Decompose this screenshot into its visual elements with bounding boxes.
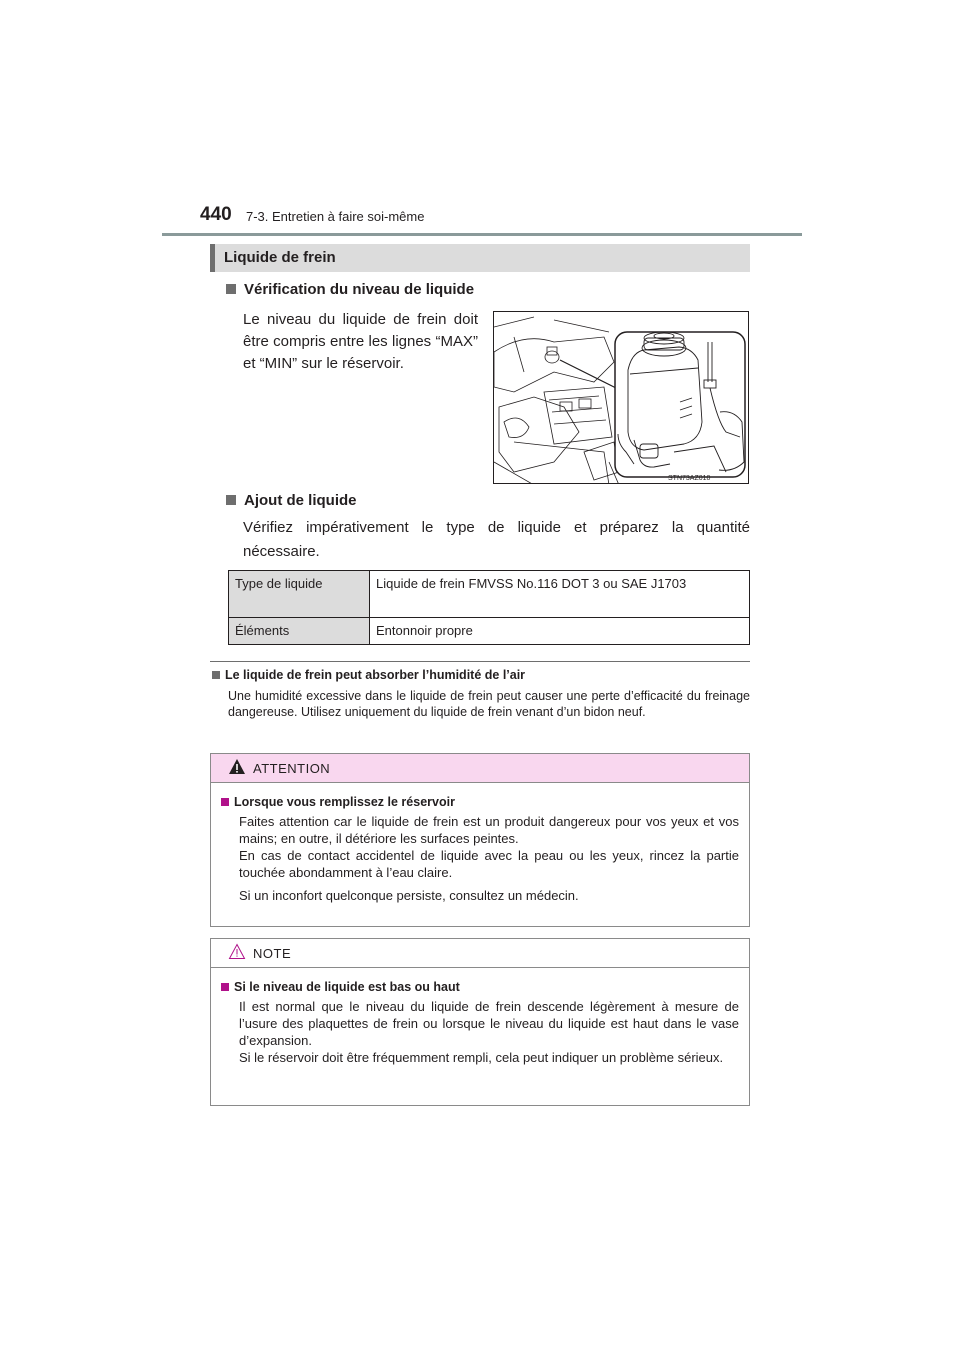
- table-key-cell: Éléments: [229, 618, 370, 645]
- table-row: [229, 571, 750, 618]
- table-row: [229, 618, 750, 645]
- section-title: Liquide de frein: [224, 249, 336, 266]
- page-number: 440: [200, 204, 232, 225]
- caution-triangle-icon: [228, 943, 246, 960]
- note-paragraph: Il est normal que le niveau du liquide de frein descende légèrement à mesure de l’usure des plaquettes de frein ou lorsque le niveau du liquide est haut dans le vase d’expansion.: [239, 999, 739, 1048]
- brake-fluid-reservoir-illustration: [494, 312, 749, 484]
- attention-label: ATTENTION: [253, 761, 331, 776]
- note-header: [211, 939, 749, 968]
- add-fluid-heading: [226, 492, 357, 509]
- header-rule: [162, 233, 802, 236]
- check-level-title: Vérification du niveau de liquide: [244, 281, 475, 298]
- section-accent: [210, 244, 215, 272]
- attention-title: Lorsque vous remplissez le réservoir: [234, 795, 455, 809]
- note-title: Si le niveau de liquide est bas ou haut: [234, 980, 460, 994]
- add-fluid-text: Vérifiez impérativement le type de liquide et préparez la quantité nécessaire.: [243, 519, 750, 560]
- info-text: Une humidité excessive dans le liquide de frein peut causer une perte d’efficacité du freinage dangereuse. Utilisez uniquement du liquide de frein venant d’un bidon neuf.: [228, 689, 750, 719]
- info-heading: [212, 668, 525, 682]
- check-level-heading: [226, 281, 474, 298]
- square-bullet-icon: [226, 495, 236, 505]
- note-paragraph: Si le réservoir doit être fréquemment rempli, cela peut indiquer un problème sérieux.: [239, 1050, 724, 1065]
- figure-code: STN73AZ010: [668, 475, 711, 482]
- note-heading: [221, 980, 739, 994]
- warning-triangle-icon: [228, 758, 246, 775]
- add-fluid-title: Ajout de liquide: [244, 492, 357, 509]
- info-divider: [210, 661, 750, 662]
- square-bullet-icon: [212, 671, 220, 679]
- note-box: [210, 938, 750, 1106]
- check-level-text: Le niveau du liquide de frein doit être compris entre les lignes “MAX” et “MIN” sur le réservoir.: [243, 311, 478, 372]
- attention-header: [211, 754, 749, 783]
- table-key-cell: Type de liquide: [229, 571, 370, 618]
- section-header: [210, 244, 750, 272]
- fluid-spec-table: [228, 570, 750, 645]
- square-bullet-icon: [221, 983, 229, 991]
- brake-fluid-figure: [493, 311, 749, 484]
- table-value-cell: Entonnoir propre: [370, 618, 750, 645]
- square-bullet-icon: [221, 798, 229, 806]
- attention-heading: [221, 795, 739, 809]
- attention-paragraph: Faites attention car le liquide de frein est un produit dangereux pour vos yeux et vos mains; en outre, il détériore les surfaces peintes.: [239, 814, 739, 846]
- note-body: [211, 968, 749, 1066]
- chapter-title: 7-3. Entretien à faire soi-même: [246, 209, 425, 224]
- attention-paragraph: En cas de contact accidentel de liquide avec la peau ou les yeux, rincez la partie touchée abondamment à l’eau claire.: [239, 848, 739, 880]
- info-title: Le liquide de frein peut absorber l’humidité de l’air: [225, 668, 526, 682]
- square-bullet-icon: [226, 284, 236, 294]
- note-label: NOTE: [253, 946, 292, 961]
- attention-box: [210, 753, 750, 927]
- attention-body: [211, 783, 749, 904]
- table-value-cell: Liquide de frein FMVSS No.116 DOT 3 ou SAE J1703: [370, 571, 750, 618]
- attention-paragraph: Si un inconfort quelconque persiste, consultez un médecin.: [239, 888, 579, 903]
